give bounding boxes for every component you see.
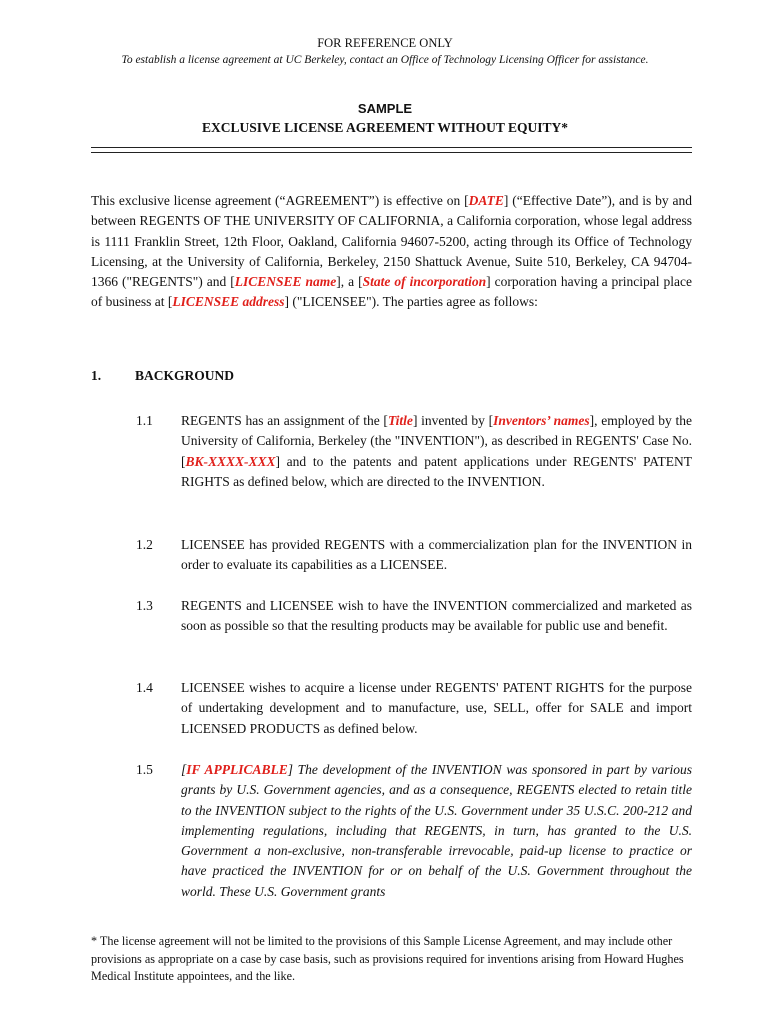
clause-text: ] invented by [ xyxy=(412,413,494,428)
licensee-address-placeholder: LICENSEE address xyxy=(172,294,285,310)
footnote: * The license agreement will not be limited to the provisions of this Sample License Agreement, and may include other provisions as appropriate on a case by case basis, such as provisions required for inventions arising from Howard Hughes Medical Institute appointees, and the like. xyxy=(91,934,684,983)
clause-number: 1.4 xyxy=(136,680,153,695)
clause-number: 1.3 xyxy=(136,598,153,613)
clause-text: [ xyxy=(181,762,187,777)
clause-1-2: LICENSEE has provided REGENTS with a commercialization plan for the INVENTION in order to evaluate its capabilities as a LICENSEE. xyxy=(181,537,692,573)
reference-note: To establish a license agreement at UC Berkeley, contact an Office of Technology Licensing Officer for assistance. xyxy=(121,54,649,66)
reference-label: FOR REFERENCE ONLY xyxy=(317,36,453,50)
clause-number: 1.5 xyxy=(136,762,153,777)
title-placeholder: Title xyxy=(387,413,413,428)
sample-label: SAMPLE xyxy=(357,101,413,116)
case-number-placeholder: BK-XXXX-XXX xyxy=(185,453,276,469)
clause-number: 1.1 xyxy=(136,413,153,428)
if-applicable-placeholder: IF APPLICABLE xyxy=(186,762,288,777)
inventors-placeholder: Inventors’ names xyxy=(493,413,590,428)
clause-1-3: REGENTS and LICENSEE wish to have the INVENTION commercialized and marketed as soon as possible so that the resulting products may be available for public use and benefit. xyxy=(181,598,692,634)
intro-paragraph xyxy=(91,191,692,313)
clause-number: 1.2 xyxy=(136,537,153,552)
date-placeholder: DATE xyxy=(468,193,504,208)
clause-1-5 xyxy=(181,760,692,902)
title-rule-top xyxy=(91,147,692,148)
clause-1-4: LICENSEE wishes to acquire a license under REGENTS' PATENT RIGHTS for the purpose of undertaking development and to manufacture, use, SELL, offer for SALE and import LICENSED PRODUCTS as defined below. xyxy=(181,680,692,736)
intro-text: This exclusive license agreement (“AGREEMENT”) is effective on [ xyxy=(91,193,469,208)
intro-text: ] ("LICENSEE"). The parties agree as follows: xyxy=(284,294,538,310)
title-rule-bottom xyxy=(91,152,692,153)
intro-text: ] corporation having a principal place of business at [ xyxy=(91,274,693,310)
document-title: EXCLUSIVE LICENSE AGREEMENT WITHOUT EQUITY* xyxy=(201,120,569,135)
clause-text: REGENTS has an assignment of the [ xyxy=(181,413,388,428)
clause-text: ], employed by the University of California, Berkeley (the "INVENTION"), as described in REGENTS' Case No. [ xyxy=(181,413,693,469)
state-placeholder: State of incorporation xyxy=(362,274,487,290)
licensee-name-placeholder: LICENSEE name xyxy=(234,274,337,290)
clause-1-1 xyxy=(181,411,692,492)
clause-text: ] and to the patents and patent applications under REGENTS' PATENT RIGHTS as defined below, which are directed to the INVENTION. xyxy=(181,453,692,489)
clause-text: ] The development of the INVENTION was sponsored in part by various grants by U.S. Government agencies, and as a consequence, REGENTS elected to retain title to the INVENTION subject to the rights of the U.S. Government under 35 U.S.C. 200-212 and implementing regulations, including that REGENTS, in turn, has granted to the U.S. Government a non-exclusive, non-transferable irrevocable, paid-up license to practice or have practiced the INVENTION for or on behalf of the U.S. Government throughout the world. These U.S. Government grants xyxy=(181,762,692,899)
section-number: 1. xyxy=(91,368,102,383)
intro-text: ] (“Effective Date”), and is by and between REGENTS OF THE UNIVERSITY OF CALIFORNIA, a California corporation, whose legal address is 1111 Franklin Street, 12th Floor, Oakland, California 94607-5200, acting through its Office of Technology Licensing, at the University of California, Berkeley, 2150 Shattuck Avenue, Suite 510, Berkeley, CA 94704-1366 ("REGENTS") and [ xyxy=(91,193,692,290)
intro-text: ], a [ xyxy=(336,274,363,290)
section-heading: BACKGROUND xyxy=(135,368,235,383)
